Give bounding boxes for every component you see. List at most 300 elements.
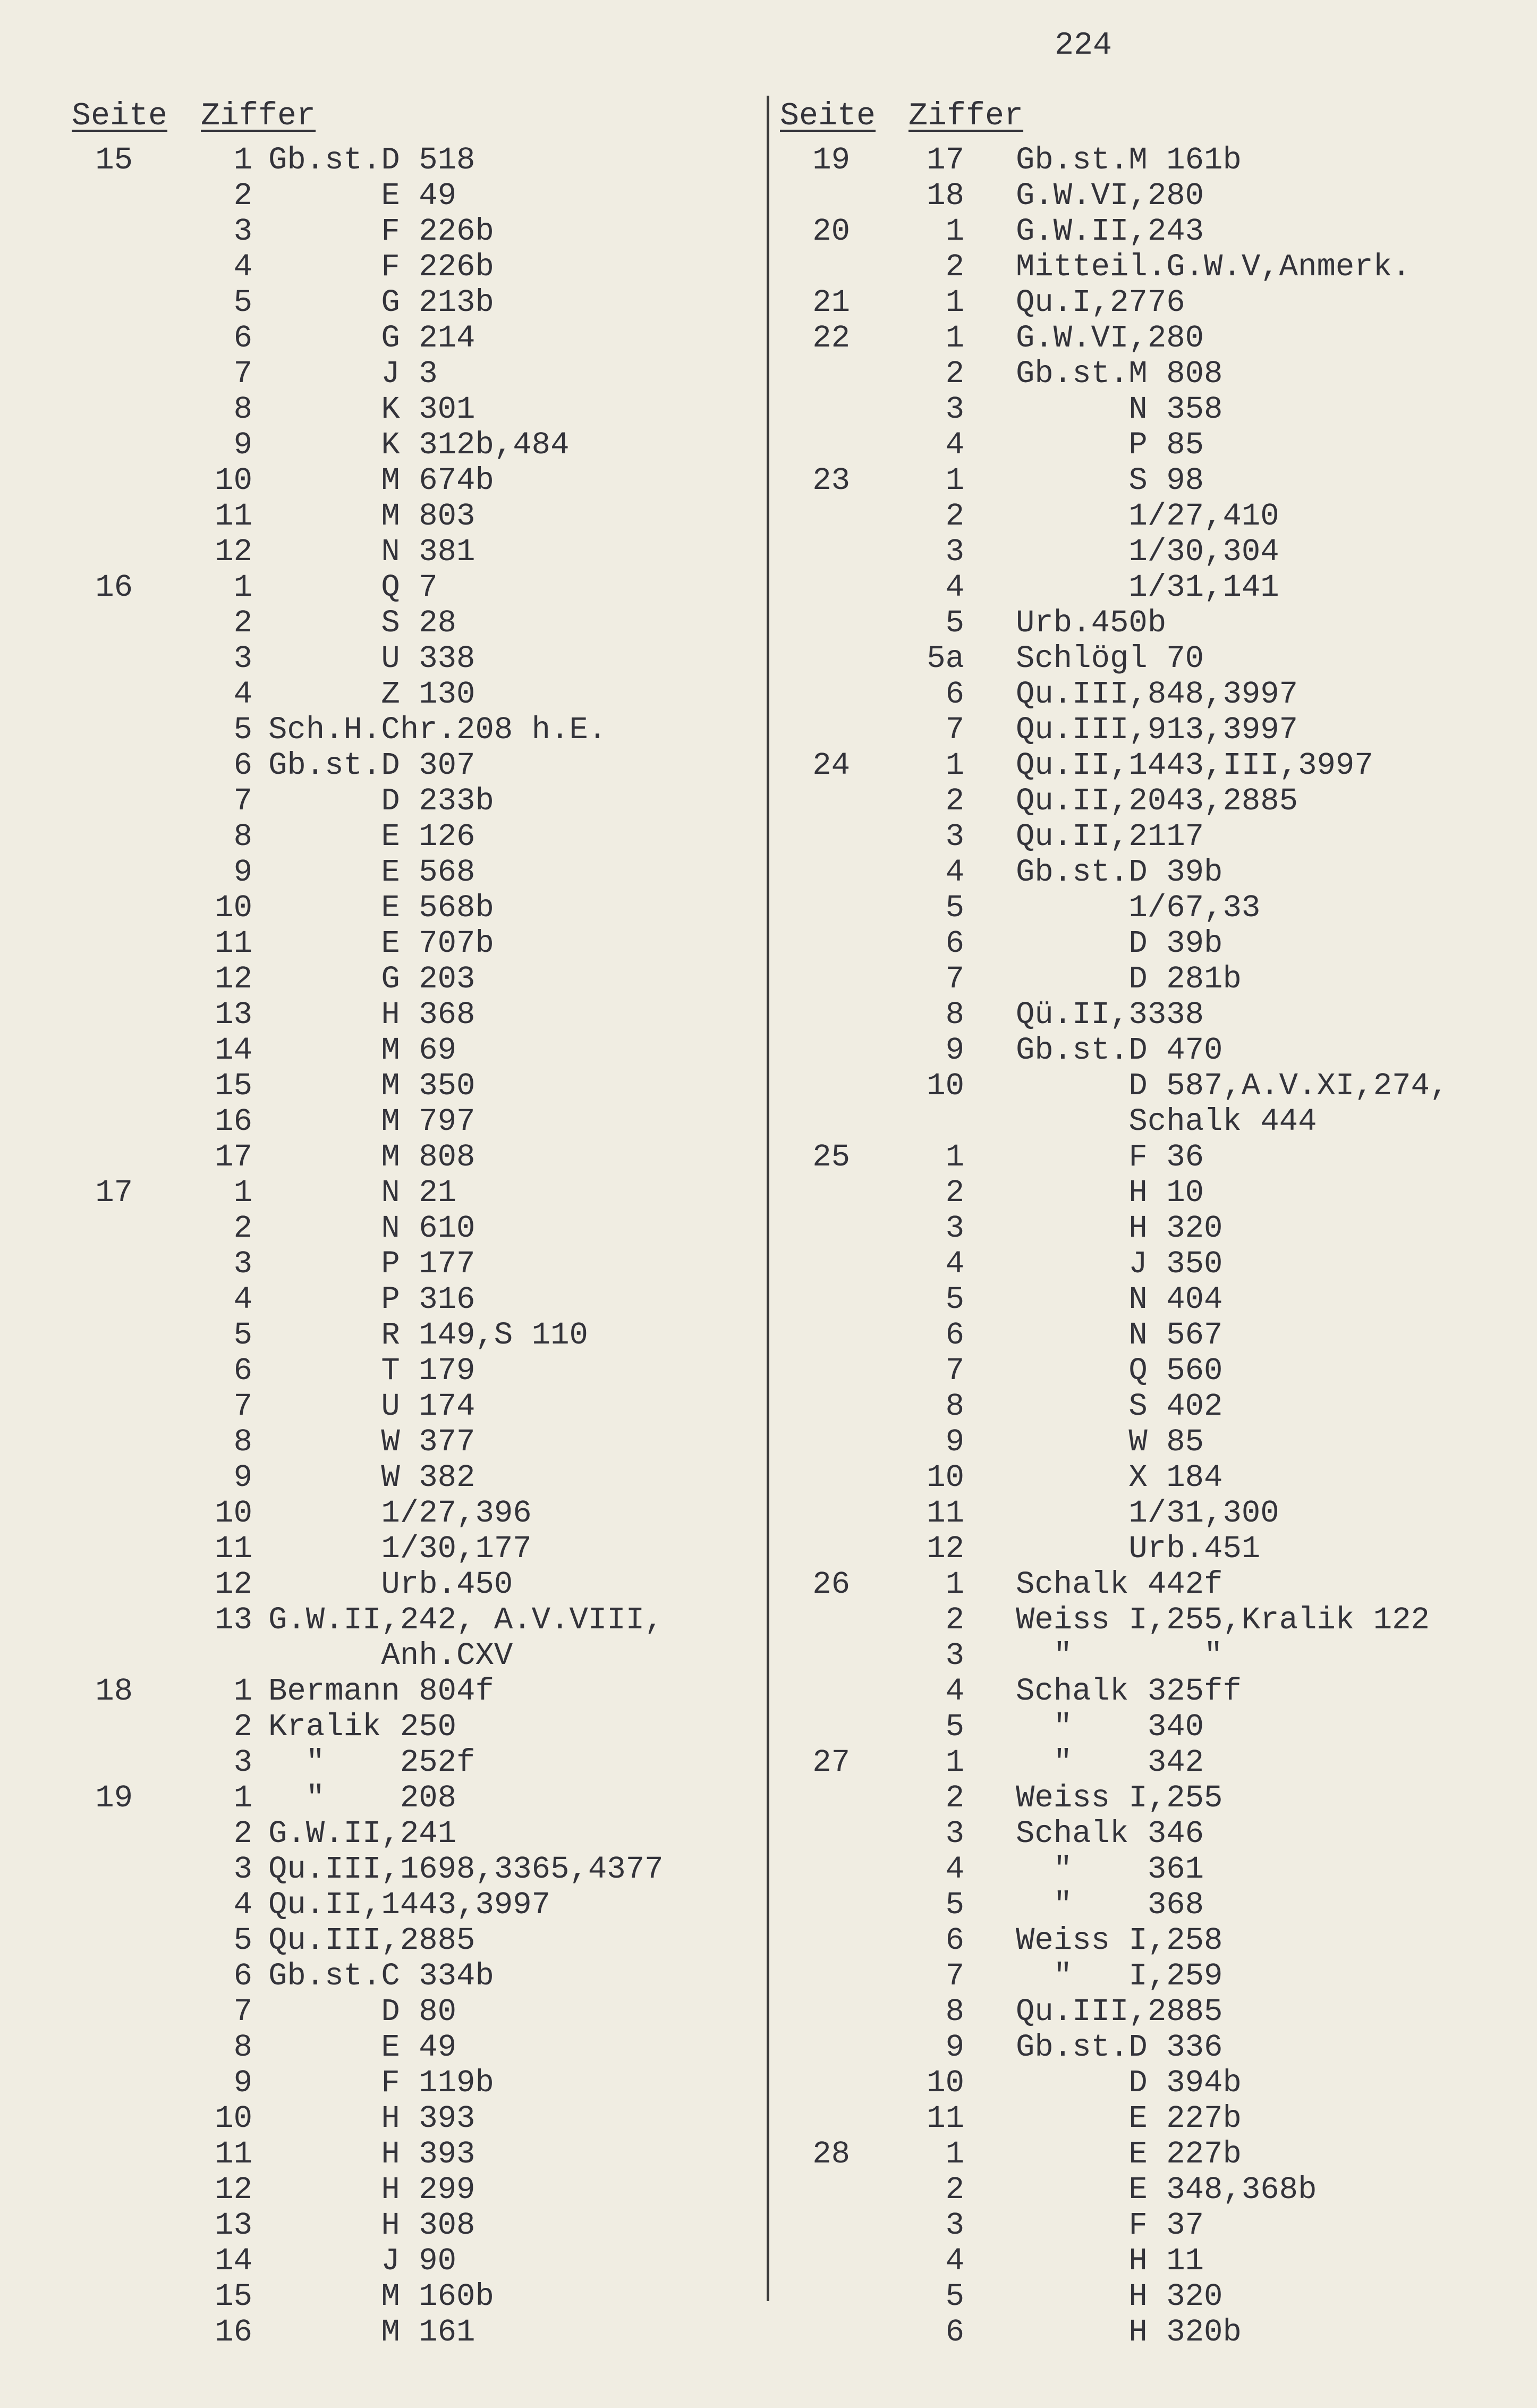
- index-table-right: [770, 142, 1535, 2350]
- reference-cell: N 567: [1016, 1317, 1223, 1353]
- index-row: [770, 677, 1535, 712]
- reference-cell: Qu.II,2043,2885: [1016, 783, 1298, 819]
- index-row: [0, 641, 765, 677]
- reference-cell: H 10: [1016, 1175, 1204, 1211]
- ziffer-cell: 1: [945, 214, 964, 249]
- index-row: [770, 712, 1535, 748]
- index-row: [0, 855, 765, 890]
- index-row: [0, 2065, 765, 2101]
- index-row: [770, 1780, 1535, 1816]
- ziffer-cell: 2: [945, 2172, 964, 2208]
- index-row: [0, 2208, 765, 2243]
- reference-cell: G.W.II,243: [1016, 214, 1204, 249]
- ziffer-cell: 8: [233, 819, 252, 855]
- reference-cell: Mitteil.G.W.V,Anmerk.: [1016, 249, 1411, 285]
- page-number: 224: [1055, 28, 1113, 64]
- ziffer-cell: 1: [945, 463, 964, 499]
- ziffer-cell: 16: [215, 2314, 252, 2350]
- index-row: [770, 249, 1535, 285]
- index-row: [770, 1602, 1535, 1638]
- reference-cell: E 707b: [268, 926, 494, 961]
- index-row: [0, 1104, 765, 1139]
- reference-cell: E 568: [268, 855, 475, 890]
- reference-cell: M 674b: [268, 463, 494, 499]
- index-row: [770, 1994, 1535, 2030]
- index-row: [770, 997, 1535, 1033]
- ziffer-cell: 12: [215, 961, 252, 997]
- reference-cell: " 252f: [268, 1745, 475, 1780]
- ziffer-cell: 3: [945, 1211, 964, 1246]
- index-row: [770, 1424, 1535, 1460]
- index-row: [0, 1852, 765, 1887]
- index-row: [0, 1816, 765, 1852]
- index-row: [0, 1567, 765, 1602]
- ziffer-cell: 6: [945, 926, 964, 961]
- reference-cell: Q 560: [1016, 1353, 1223, 1389]
- index-row: [0, 1317, 765, 1353]
- seite-cell: 17: [95, 1175, 133, 1211]
- reference-cell: H 393: [268, 2136, 475, 2172]
- index-row: [770, 499, 1535, 534]
- ziffer-cell: 9: [945, 1033, 964, 1068]
- reference-cell: U 174: [268, 1389, 475, 1424]
- reference-cell: U 338: [268, 641, 475, 677]
- reference-cell: H 320: [1016, 2279, 1223, 2314]
- ziffer-cell: 5: [945, 605, 964, 641]
- ziffer-cell: 2: [233, 1211, 252, 1246]
- index-row: [770, 2136, 1535, 2172]
- index-row: [770, 2065, 1535, 2101]
- reference-cell: F 226b: [268, 249, 494, 285]
- reference-cell: Qu.II,2117: [1016, 819, 1204, 855]
- index-row: [770, 1496, 1535, 1531]
- ziffer-cell: 8: [233, 2030, 252, 2065]
- ziffer-cell: 9: [233, 2065, 252, 2101]
- reference-cell: 1/31,300: [1016, 1496, 1279, 1531]
- ziffer-cell: 4: [233, 249, 252, 285]
- reference-cell: E 568b: [268, 890, 494, 926]
- index-row: [770, 320, 1535, 356]
- ziffer-cell: 9: [945, 1424, 964, 1460]
- reference-cell: Qu.III,848,3997: [1016, 677, 1298, 712]
- reference-cell: N 358: [1016, 392, 1223, 427]
- ziffer-cell: 6: [945, 677, 964, 712]
- reference-cell: K 312b,484: [268, 427, 570, 463]
- index-row: [0, 2101, 765, 2136]
- index-row: [0, 819, 765, 855]
- index-row: [770, 1033, 1535, 1068]
- ziffer-cell: 7: [945, 712, 964, 748]
- ziffer-cell: 15: [215, 1068, 252, 1104]
- reference-cell: D 80: [268, 1994, 457, 2030]
- index-row: [770, 1816, 1535, 1852]
- ziffer-cell: 10: [215, 2101, 252, 2136]
- reference-cell: E 227b: [1016, 2136, 1242, 2172]
- reference-cell: H 320: [1016, 1211, 1223, 1246]
- reference-cell: 1/30,177: [268, 1531, 532, 1567]
- reference-cell: W 85: [1016, 1424, 1204, 1460]
- index-row: [770, 1958, 1535, 1994]
- reference-cell: Gb.st.D 307: [268, 748, 475, 783]
- ziffer-cell: 4: [945, 1852, 964, 1887]
- reference-cell: G.W.II,241: [268, 1816, 457, 1852]
- ziffer-cell: 7: [945, 1353, 964, 1389]
- index-row: [0, 570, 765, 605]
- ziffer-cell: 14: [215, 2243, 252, 2279]
- seite-cell: 19: [812, 142, 850, 178]
- reference-cell: H 368: [268, 997, 475, 1033]
- reference-cell: Gb.st.D 470: [1016, 1033, 1223, 1068]
- index-row: [770, 1745, 1535, 1780]
- seite-cell: 22: [812, 320, 850, 356]
- index-row: [0, 1246, 765, 1282]
- ziffer-cell: 9: [233, 427, 252, 463]
- ziffer-cell: 1: [233, 570, 252, 605]
- reference-cell: Weiss I,258: [1016, 1923, 1223, 1958]
- ziffer-cell: 8: [945, 997, 964, 1033]
- ziffer-cell: 3: [233, 641, 252, 677]
- ziffer-cell: 3: [945, 1638, 964, 1674]
- index-row: [770, 570, 1535, 605]
- index-row: [0, 356, 765, 392]
- ziffer-cell: 9: [233, 1460, 252, 1496]
- ziffer-cell: 3: [945, 392, 964, 427]
- reference-cell: H 308: [268, 2208, 475, 2243]
- ziffer-cell: 4: [945, 427, 964, 463]
- index-row: [770, 1852, 1535, 1887]
- seite-cell: 28: [812, 2136, 850, 2172]
- index-row: [0, 1389, 765, 1424]
- ziffer-cell: 7: [945, 961, 964, 997]
- index-row: [0, 1602, 765, 1638]
- reference-cell: " 361: [1016, 1852, 1204, 1887]
- index-row: [770, 926, 1535, 961]
- reference-cell: " 208: [268, 1780, 457, 1816]
- index-row: [0, 1745, 765, 1780]
- reference-cell: Urb.450: [268, 1567, 513, 1602]
- seite-cell: 26: [812, 1567, 850, 1602]
- reference-cell: Kralik 250: [268, 1709, 457, 1745]
- index-row: [770, 463, 1535, 499]
- ziffer-cell: 7: [233, 783, 252, 819]
- ziffer-cell: 9: [233, 855, 252, 890]
- reference-cell: 1/27,410: [1016, 499, 1279, 534]
- reference-cell: Qu.III,913,3997: [1016, 712, 1298, 748]
- reference-cell: N 404: [1016, 1282, 1223, 1317]
- ziffer-cell: 12: [927, 1531, 964, 1567]
- ziffer-cell: 3: [945, 2208, 964, 2243]
- index-row: [770, 1139, 1535, 1175]
- ziffer-cell: 8: [233, 1424, 252, 1460]
- ziffer-cell: 11: [215, 499, 252, 534]
- index-row: [0, 1638, 765, 1674]
- reference-cell: Weiss I,255: [1016, 1780, 1223, 1816]
- ziffer-cell: 11: [215, 2136, 252, 2172]
- ziffer-cell: 10: [215, 890, 252, 926]
- reference-cell: H 299: [268, 2172, 475, 2208]
- index-row: [770, 214, 1535, 249]
- reference-cell: P 177: [268, 1246, 475, 1282]
- reference-cell: 1/27,396: [268, 1496, 532, 1531]
- index-row: [0, 2030, 765, 2065]
- index-row: [770, 1068, 1535, 1104]
- ziffer-cell: 7: [233, 356, 252, 392]
- index-row: [0, 427, 765, 463]
- index-row: [0, 748, 765, 783]
- index-row: [0, 1460, 765, 1496]
- index-row: [0, 1139, 765, 1175]
- ziffer-cell: 3: [233, 214, 252, 249]
- ziffer-cell: 5: [233, 712, 252, 748]
- index-row: [770, 961, 1535, 997]
- reference-cell: Schalk 444: [1016, 1104, 1317, 1139]
- reference-cell: F 119b: [268, 2065, 494, 2101]
- index-row: [0, 1353, 765, 1389]
- reference-cell: " 342: [1016, 1745, 1204, 1780]
- reference-cell: Gb.st.D 39b: [1016, 855, 1223, 890]
- ziffer-cell: 5: [945, 1887, 964, 1923]
- ziffer-cell: 8: [945, 1389, 964, 1424]
- reference-cell: S 98: [1016, 463, 1204, 499]
- ziffer-cell: 18: [927, 178, 964, 214]
- ziffer-cell: 1: [945, 748, 964, 783]
- ziffer-cell: 2: [945, 356, 964, 392]
- ziffer-cell: 6: [945, 2314, 964, 2350]
- ziffer-cell: 16: [215, 1104, 252, 1139]
- reference-cell: Schalk 346: [1016, 1816, 1204, 1852]
- index-row: [0, 1958, 765, 1994]
- reference-cell: Qu.III,2885: [268, 1923, 475, 1958]
- index-row: [0, 605, 765, 641]
- ziffer-cell: 3: [945, 1816, 964, 1852]
- reference-cell: G 213b: [268, 285, 494, 320]
- reference-cell: Qu.II,1443,III,3997: [1016, 748, 1373, 783]
- ziffer-cell: 15: [215, 2279, 252, 2314]
- seite-cell: 24: [812, 748, 850, 783]
- reference-cell: Qu.III,1698,3365,4377: [268, 1852, 664, 1887]
- reference-cell: M 350: [268, 1068, 475, 1104]
- reference-cell: J 3: [268, 356, 438, 392]
- ziffer-cell: 2: [233, 1709, 252, 1745]
- index-row: [0, 712, 765, 748]
- index-row: [0, 142, 765, 178]
- index-row: [770, 1175, 1535, 1211]
- ziffer-cell: 4: [945, 1246, 964, 1282]
- reference-cell: Urb.451: [1016, 1531, 1261, 1567]
- index-row: [0, 961, 765, 997]
- index-row: [770, 783, 1535, 819]
- reference-cell: D 233b: [268, 783, 494, 819]
- index-row: [770, 1887, 1535, 1923]
- reference-cell: Q 7: [268, 570, 438, 605]
- ziffer-cell: 13: [215, 997, 252, 1033]
- seite-cell: 21: [812, 285, 850, 320]
- index-row: [770, 1709, 1535, 1745]
- reference-cell: M 808: [268, 1139, 475, 1175]
- reference-cell: Schlögl 70: [1016, 641, 1204, 677]
- ziffer-cell: 11: [215, 926, 252, 961]
- ziffer-cell: 13: [215, 2208, 252, 2243]
- index-row: [0, 2243, 765, 2279]
- seite-cell: 18: [95, 1674, 133, 1709]
- reference-cell: S 402: [1016, 1389, 1223, 1424]
- reference-cell: Z 130: [268, 677, 475, 712]
- index-row: [770, 1282, 1535, 1317]
- index-row: [770, 1211, 1535, 1246]
- ziffer-cell: 5: [233, 285, 252, 320]
- ziffer-cell: 1: [233, 1175, 252, 1211]
- index-row: [770, 2279, 1535, 2314]
- index-row: [0, 2136, 765, 2172]
- ziffer-cell: 1: [233, 1780, 252, 1816]
- ziffer-cell: 4: [233, 1282, 252, 1317]
- header-seite-right: Seite: [780, 98, 876, 134]
- ziffer-cell: 8: [945, 1994, 964, 2030]
- reference-cell: G.W.II,242, A.V.VIII,: [268, 1602, 664, 1638]
- ziffer-cell: 12: [215, 534, 252, 570]
- index-row: [770, 1246, 1535, 1282]
- index-row: [0, 178, 765, 214]
- index-row: [770, 1104, 1535, 1139]
- ziffer-cell: 5: [945, 890, 964, 926]
- index-row: [0, 1211, 765, 1246]
- ziffer-cell: 4: [945, 1674, 964, 1709]
- index-row: [0, 677, 765, 712]
- ziffer-cell: 5: [945, 2279, 964, 2314]
- reference-cell: M 160b: [268, 2279, 494, 2314]
- reference-cell: Schalk 442f: [1016, 1567, 1223, 1602]
- ziffer-cell: 12: [215, 2172, 252, 2208]
- reference-cell: H 320b: [1016, 2314, 1242, 2350]
- ziffer-cell: 10: [215, 463, 252, 499]
- reference-cell: 1/30,304: [1016, 534, 1279, 570]
- reference-cell: H 393: [268, 2101, 475, 2136]
- index-row: [0, 1033, 765, 1068]
- reference-cell: D 281b: [1016, 961, 1242, 997]
- header-ziffer-right: Ziffer: [908, 98, 1024, 134]
- reference-cell: F 36: [1016, 1139, 1204, 1175]
- reference-cell: Gb.st.D 518: [268, 142, 475, 178]
- index-row: [770, 1460, 1535, 1496]
- seite-cell: 25: [812, 1139, 850, 1175]
- index-row: [770, 2208, 1535, 2243]
- ziffer-cell: 2: [945, 1780, 964, 1816]
- ziffer-cell: 17: [215, 1139, 252, 1175]
- index-row: [0, 392, 765, 427]
- index-row: [770, 285, 1535, 320]
- header-seite-left: Seite: [72, 98, 168, 134]
- reference-cell: P 85: [1016, 427, 1204, 463]
- index-row: [770, 819, 1535, 855]
- reference-cell: M 797: [268, 1104, 475, 1139]
- ziffer-cell: 1: [945, 1567, 964, 1602]
- ziffer-cell: 3: [233, 1852, 252, 1887]
- reference-cell: M 803: [268, 499, 475, 534]
- reference-cell: Qü.II,3338: [1016, 997, 1204, 1033]
- index-row: [0, 499, 765, 534]
- reference-cell: T 179: [268, 1353, 475, 1389]
- index-row: [0, 1887, 765, 1923]
- seite-cell: 27: [812, 1745, 850, 1780]
- reference-cell: Gb.st.C 334b: [268, 1958, 494, 1994]
- index-row: [770, 605, 1535, 641]
- ziffer-cell: 2: [233, 178, 252, 214]
- ziffer-cell: 2: [945, 249, 964, 285]
- index-row: [0, 1175, 765, 1211]
- index-row: [0, 1780, 765, 1816]
- index-row: [0, 1496, 765, 1531]
- ziffer-cell: 11: [927, 1496, 964, 1531]
- ziffer-cell: 12: [215, 1567, 252, 1602]
- index-row: [0, 1923, 765, 1958]
- seite-cell: 20: [812, 214, 850, 249]
- index-row: [770, 142, 1535, 178]
- ziffer-cell: 1: [945, 285, 964, 320]
- reference-cell: Weiss I,255,Kralik 122: [1016, 1602, 1430, 1638]
- ziffer-cell: 1: [945, 1139, 964, 1175]
- reference-cell: Qu.I,2776: [1016, 285, 1185, 320]
- ziffer-cell: 17: [927, 142, 964, 178]
- index-row: [0, 1709, 765, 1745]
- reference-cell: G.W.VI,280: [1016, 320, 1204, 356]
- index-row: [770, 1567, 1535, 1602]
- reference-cell: E 49: [268, 178, 457, 214]
- ziffer-cell: 2: [233, 1816, 252, 1852]
- ziffer-cell: 4: [233, 677, 252, 712]
- seite-cell: 19: [95, 1780, 133, 1816]
- ziffer-cell: 6: [945, 1317, 964, 1353]
- index-row: [0, 249, 765, 285]
- reference-cell: G.W.VI,280: [1016, 178, 1204, 214]
- index-row: [770, 2030, 1535, 2065]
- index-row: [770, 1389, 1535, 1424]
- index-row: [770, 2101, 1535, 2136]
- reference-cell: Anh.CXV: [268, 1638, 513, 1674]
- reference-cell: Gb.st.D 336: [1016, 2030, 1223, 2065]
- reference-cell: Schalk 325ff: [1016, 1674, 1242, 1709]
- ziffer-cell: 4: [945, 855, 964, 890]
- index-row: [0, 463, 765, 499]
- ziffer-cell: 10: [215, 1496, 252, 1531]
- index-row: [770, 534, 1535, 570]
- index-row: [0, 997, 765, 1033]
- ziffer-cell: 1: [945, 2136, 964, 2172]
- ziffer-cell: 2: [945, 1175, 964, 1211]
- ziffer-cell: 10: [927, 1068, 964, 1104]
- index-row: [770, 1317, 1535, 1353]
- reference-cell: Sch.H.Chr.208 h.E.: [268, 712, 607, 748]
- index-row: [0, 285, 765, 320]
- ziffer-cell: 5: [945, 1282, 964, 1317]
- ziffer-cell: 13: [215, 1602, 252, 1638]
- ziffer-cell: 9: [945, 2030, 964, 2065]
- ziffer-cell: 1: [233, 1674, 252, 1709]
- reference-cell: K 301: [268, 392, 475, 427]
- ziffer-cell: 7: [233, 1994, 252, 2030]
- reference-cell: Gb.st.M 161b: [1016, 142, 1242, 178]
- ziffer-cell: 1: [945, 1745, 964, 1780]
- ziffer-cell: 10: [927, 1460, 964, 1496]
- ziffer-cell: 2: [945, 1602, 964, 1638]
- index-row: [770, 1353, 1535, 1389]
- ziffer-cell: 6: [233, 1353, 252, 1389]
- reference-cell: E 126: [268, 819, 475, 855]
- reference-cell: " ": [1016, 1638, 1223, 1674]
- reference-cell: N 610: [268, 1211, 475, 1246]
- reference-cell: X 184: [1016, 1460, 1223, 1496]
- index-row: [770, 1531, 1535, 1567]
- reference-cell: M 69: [268, 1033, 457, 1068]
